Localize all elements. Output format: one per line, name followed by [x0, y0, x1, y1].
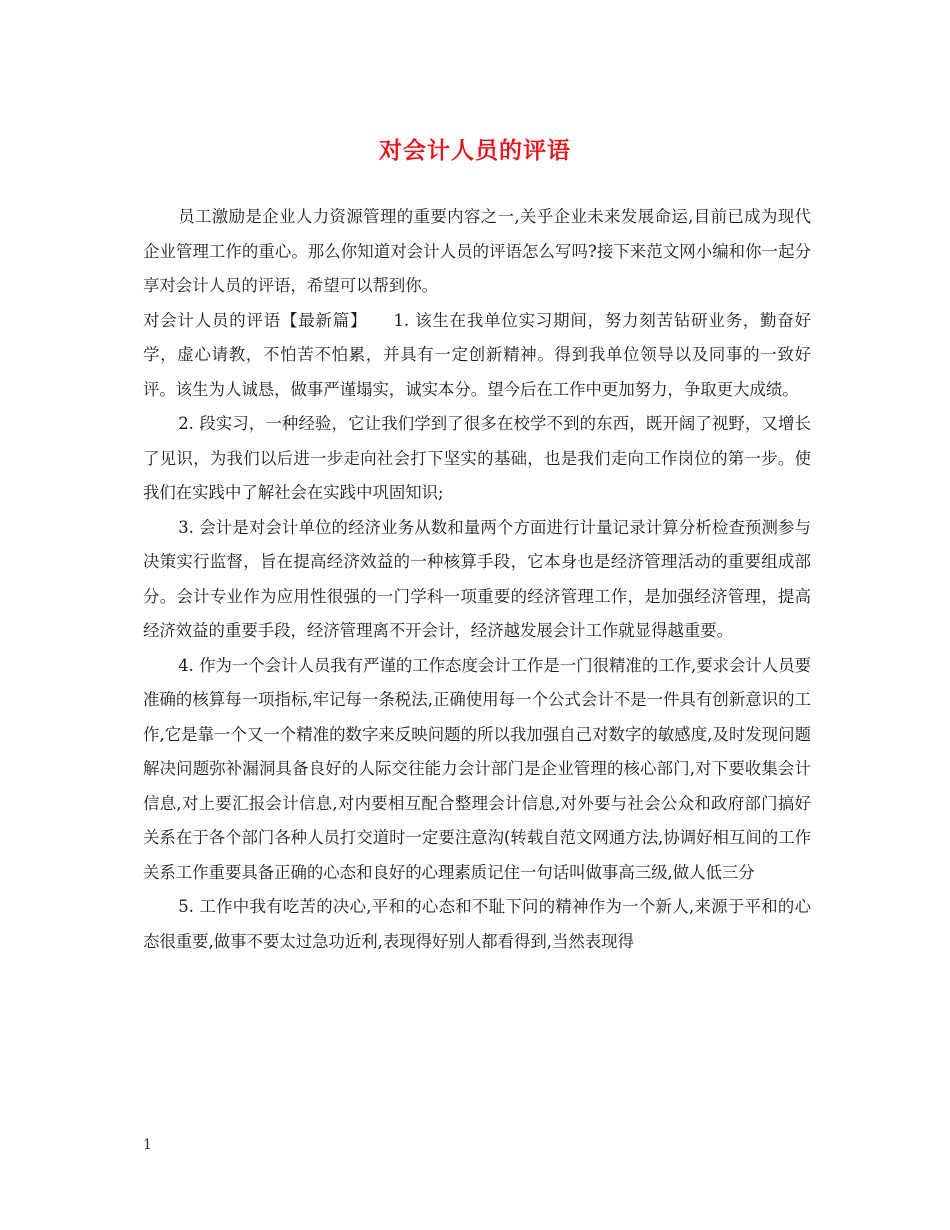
intro-paragraph: 员工激励是企业人力资源管理的重要内容之一,关乎企业未来发展命运,目前已成为现代企业管理工作的重心。那么你知道对会计人员的评语怎么写吗?接下来范文网小编和你一起分享对会计人员的评语，希望可以帮到你。	[143, 207, 811, 295]
document-body	[143, 200, 811, 959]
paragraph-item-4: 4. 作为一个会计人员我有严谨的工作态度会计工作是一门很精准的工作,要求会计人员要准确的核算每一项指标,牢记每一条税法,正确使用每一个公式会计不是一件具有创新意识的工作,它是靠一个又一个精准的数字来反映问题的所以我加强自己对数字的敏感度,及时发现问题解决问题弥补漏洞具备良好的人际交往能力会计部门是企业管理的核心部门,对下要收集会计信息,对上要汇报会计信息,对内要相互配合整理会计信息,对外要与社会公众和政府部门搞好关系在于各个部门各种人员打交道时一定要注意沟(转载自范文网通方法,协调好相互间的工作关系工作重要具备正确的心态和良好的心理素质记住一句话叫做事高三级,做人低三分	[143, 655, 811, 882]
paragraph-item-2: 2. 段实习，一种经验，它让我们学到了很多在校学不到的东西，既开阔了视野，又增长了见识，为我们以后进一步走向社会打下坚实的基础，也是我们走向工作岗位的第一步。使我们在实践中了解社会在实践中巩固知识;	[143, 414, 811, 502]
paragraph-item-1: 对会计人员的评语【最新篇】 1. 该生在我单位实习期间，努力刻苦钻研业务，勤奋好学，虚心请教，不怕苦不怕累，并具有一定创新精神。得到我单位领导以及同事的一致好评。该生为人诚恳，做事严谨塌实，诚实本分。望今后在工作中更加努力，争取更大成绩。	[143, 310, 811, 399]
page-number: 1	[143, 1137, 152, 1153]
document-title: 对会计人员的评语	[379, 137, 571, 164]
paragraph-item-3: 3. 会计是对会计单位的经济业务从数和量两个方面进行计量记录计算分析检查预测参与决策实行监督，旨在提高经济效益的一种核算手段，它本身也是经济管理活动的重要组成部分。会计专业作为应用性很强的一门学科一项重要的经济管理工作，是加强经济管理，提高经济效益的重要手段，经济管理离不开会计，经济越发展会计工作就显得越重要。	[143, 517, 811, 640]
paragraph-item-5: 5. 工作中我有吃苦的决心,平和的心态和不耻下问的精神作为一个新人,来源于平和的心态很重要,做事不要太过急功近利,表现得好别人都看得到,当然表现得	[143, 897, 811, 951]
